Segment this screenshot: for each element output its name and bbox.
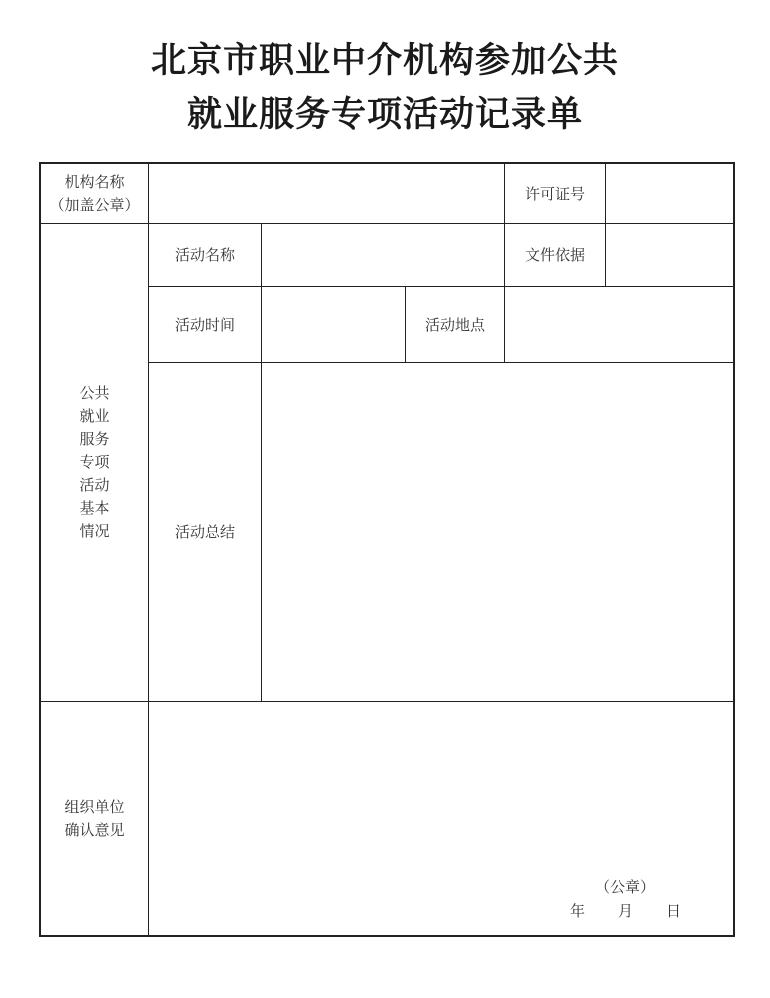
section-label-char: 基本 [79, 499, 110, 517]
activity-time-label: 活动时间 [174, 315, 235, 334]
confirm-label-line: 组织单位 [64, 797, 125, 816]
activity-time-field[interactable] [262, 287, 405, 362]
activity-name-label: 活动名称 [174, 246, 235, 264]
section-label-basic-info [41, 224, 148, 701]
activity-name-field[interactable] [262, 224, 504, 286]
table-border-bottom [39, 935, 735, 937]
org-name-field[interactable] [149, 164, 504, 223]
table-border-right [733, 162, 735, 937]
confirm-label-line: 确认意见 [64, 820, 125, 839]
page-title-line-1: 北京市职业中介机构参加公共 [150, 40, 619, 81]
activity-place-field[interactable] [505, 287, 733, 362]
org-name-label-text: 机构名称 [64, 172, 125, 191]
page-title-line-2: 就业服务专项活动记录单 [186, 94, 583, 135]
date-month-label: 月 [618, 902, 634, 920]
section-label-char: 活动 [79, 476, 110, 494]
doc-basis-label: 文件依据 [524, 246, 585, 264]
section-label-char: 服务 [79, 430, 110, 448]
section-label-char: 公共 [79, 384, 110, 402]
official-seal-label: （公章） [595, 878, 656, 896]
confirm-opinion-field[interactable] [149, 702, 733, 935]
org-seal-note: （加盖公章） [49, 195, 140, 214]
section-label-char: 就业 [79, 407, 110, 425]
activity-summary-label: 活动总结 [174, 523, 235, 541]
confirm-opinion-label [41, 702, 148, 935]
activity-summary-field[interactable] [262, 363, 733, 701]
org-name-label [41, 164, 148, 223]
license-number-label: 许可证号 [524, 184, 585, 203]
activity-place-label: 活动地点 [424, 315, 485, 334]
section-label-char: 专项 [79, 453, 110, 471]
date-day-label: 日 [666, 902, 682, 920]
doc-basis-field[interactable] [606, 224, 733, 286]
license-number-field[interactable] [606, 164, 733, 223]
date-year-label: 年 [570, 902, 586, 920]
section-label-char: 情况 [79, 522, 110, 540]
